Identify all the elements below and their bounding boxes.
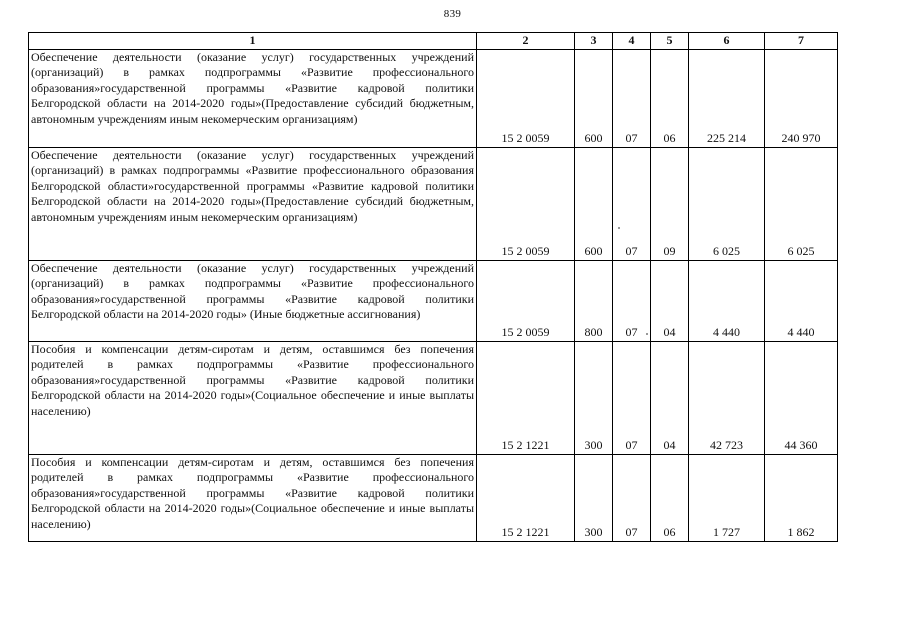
description-cell: Пособия и компенсации детям-сиротам и детям, оставшимся без попечения родителей в рамках подпрограммы «Развитие профессионального образования»государственной программы «Развитие кадровой политики Белгородской области на 2014-2020 годы»(Социальное обеспечение и иные выплаты населению) [29, 341, 477, 454]
header-cell: 6 [689, 33, 765, 50]
scan-speck [646, 333, 648, 335]
section-cell: 07 [613, 341, 651, 454]
subsection-cell: 06 [651, 454, 689, 541]
budget-table [28, 32, 838, 542]
header-row [29, 33, 838, 50]
subsection-cell: 04 [651, 341, 689, 454]
section-cell: 07 [613, 454, 651, 541]
subsection-cell: 06 [651, 49, 689, 147]
subsection-cell: 04 [651, 260, 689, 341]
program-code-cell: 15 2 0059 [477, 260, 575, 341]
section-cell: 07 [613, 260, 651, 341]
program-code-cell: 15 2 0059 [477, 147, 575, 260]
description-cell: Обеспечение деятельности (оказание услуг) государственных учреждений (организаций) в рамках подпрограммы «Развитие профессионального образования»государственной программы «Развитие кадровой политики Белгородской области на 2014-2020 годы»(Предоставление субсидий бюджетным, автономным учреждениям иным некомерческим организациям) [29, 49, 477, 147]
description-cell: Обеспечение деятельности (оказание услуг) государственных учреждений (организаций) в рамках подпрограммы «Развитие профессионального образования»государственной программы «Развитие кадровой политики Белгородской области на 2014-2020 годы» (Иные бюджетные ассигнования) [29, 260, 477, 341]
amount-cell: 6 025 [689, 147, 765, 260]
header-cell: 3 [575, 33, 613, 50]
subsection-cell: 09 [651, 147, 689, 260]
table-row [29, 260, 838, 341]
header-cell: 4 [613, 33, 651, 50]
amount-cell: 1 727 [689, 454, 765, 541]
expense-type-cell: 300 [575, 341, 613, 454]
amount-cell: 44 360 [765, 341, 838, 454]
header-cell: 7 [765, 33, 838, 50]
table-row [29, 454, 838, 541]
table-row [29, 49, 838, 147]
amount-cell: 6 025 [765, 147, 838, 260]
program-code-cell: 15 2 0059 [477, 49, 575, 147]
header-cell: 5 [651, 33, 689, 50]
amount-cell: 42 723 [689, 341, 765, 454]
section-cell: 07 [613, 147, 651, 260]
page-number: 839 [443, 8, 462, 20]
amount-cell: 240 970 [765, 49, 838, 147]
header-cell: 2 [477, 33, 575, 50]
expense-type-cell: 600 [575, 147, 613, 260]
amount-cell: 225 214 [689, 49, 765, 147]
program-code-cell: 15 2 1221 [477, 454, 575, 541]
program-code-cell: 15 2 1221 [477, 341, 575, 454]
scan-speck [618, 227, 620, 229]
section-cell: 07 [613, 49, 651, 147]
expense-type-cell: 800 [575, 260, 613, 341]
amount-cell: 4 440 [689, 260, 765, 341]
amount-cell: 4 440 [765, 260, 838, 341]
description-cell: Пособия и компенсации детям-сиротам и детям, оставшимся без попечения родителей в рамках подпрограммы «Развитие профессионального образования»государственной программы «Развитие кадровой политики Белгородской области на 2014-2020 годы»(Социальное обеспечение и иные выплаты населению) [29, 454, 477, 541]
expense-type-cell: 300 [575, 454, 613, 541]
table-row [29, 341, 838, 454]
amount-cell: 1 862 [765, 454, 838, 541]
table-row [29, 147, 838, 260]
expense-type-cell: 600 [575, 49, 613, 147]
header-cell: 1 [29, 33, 477, 50]
description-cell: Обеспечение деятельности (оказание услуг) государственных учреждений (организаций) в рамках подпрограммы «Развитие профессионального образования Белгородской области»государственной программы «Развитие кадровой политики Белгородской области на 2014-2020 годы»(Предоставление субсидий бюджетным, автономным учреждениям иным некомерческим организациям) [29, 147, 477, 260]
